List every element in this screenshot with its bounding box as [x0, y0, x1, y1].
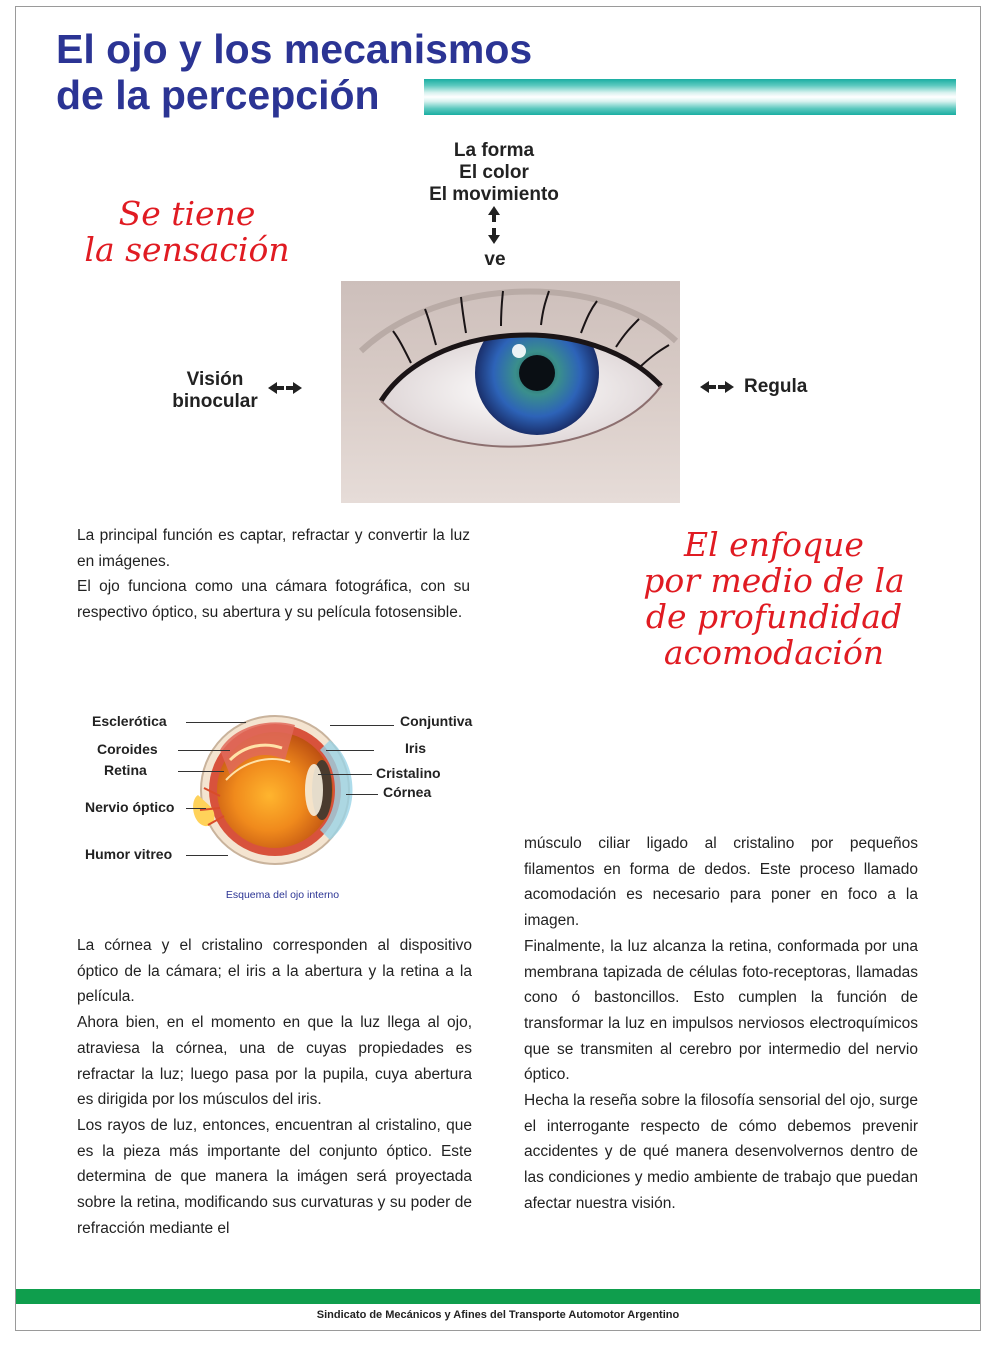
script-se-tiene-la-sensacion	[62, 196, 312, 268]
leader-line	[186, 808, 206, 809]
label-vision-binocular	[150, 369, 280, 413]
leader-line	[326, 750, 374, 751]
left-paragraph: La córnea y el cristalino corresponden al dispositivo óptico de la cámara; el iris a la abertura y la retina a la película.	[77, 937, 472, 1006]
label-el-movimiento: El movimiento	[429, 184, 559, 205]
right-paragraph: Finalmente, la luz alcanza la retina, conformada por una membrana tapizada de células foto-receptoras, llamadas cono ó bastoncillos. Esto cumplen la función de transformar la luz en impulsos nerviosos electroquímicos que se transmiten al cerebro por intermedio del nervio óptico.	[524, 937, 918, 1084]
label-ve: ve	[484, 249, 506, 270]
script-right-line-1: El enfoque	[684, 525, 864, 564]
vertical-double-arrow-icon	[486, 206, 502, 244]
diagram-label-cristalino: Cristalino	[376, 765, 441, 781]
intro-text	[77, 523, 470, 626]
script-right-line-4: acomodación	[663, 633, 885, 672]
right-paragraph: músculo ciliar ligado al cristalino por pequeños filamentos en forma de dedos. Este proceso llamado acomodación es necesario para poner en foco a la imagen.	[524, 835, 918, 930]
label-la-forma: La forma	[453, 140, 535, 161]
script-left-line-1: Se tiene	[118, 194, 256, 233]
right-paragraph: Hecha la reseña sobre la filosofía sensorial del ojo, surge el interrogante respecto de cómo debemos prevenir accidentes y de qué manera desenvolvernos dentro de las condiciones y medio ambiente de trabajo que puedan afectar nuestra visión.	[524, 1092, 918, 1212]
diagram-caption: Esquema del ojo interno	[225, 889, 340, 901]
horizontal-double-arrow-icon	[268, 382, 302, 394]
title-gradient-bar	[424, 79, 956, 115]
diagram-label-coroides: Coroides	[97, 741, 158, 757]
left-paragraph: Ahora bien, en el momento en que la luz llega al ojo, atraviesa la córnea, una de cuyas propiedades es refractar la luz; luego pasa por la pupila, cuya abertura es dirigida por los músculos del iris.	[77, 1014, 472, 1109]
script-el-enfoque	[614, 527, 934, 671]
script-left-line-2: la sensación	[84, 230, 290, 269]
label-vision: Visión	[186, 369, 244, 390]
footer-green-bar	[16, 1289, 980, 1304]
horizontal-double-arrow-icon	[700, 381, 734, 393]
leader-line	[346, 794, 378, 795]
leader-line	[318, 774, 372, 775]
diagram-label-esclerotica: Esclerótica	[92, 713, 167, 729]
diagram-label-humor-vitreo: Humor vitreo	[85, 846, 173, 862]
diagram-label-cornea: Córnea	[383, 784, 432, 800]
title-line-1: El ojo y los mecanismos	[56, 26, 533, 72]
leader-line	[178, 750, 230, 751]
label-regula: Regula	[744, 376, 808, 397]
eye-anatomy-diagram	[190, 700, 370, 880]
left-paragraph: Los rayos de luz, entonces, encuentran al cristalino, que es la pieza más importante del conjunto óptico. Este determina de que manera la imágen será proyectada sobre la retina, modificando sus curvaturas y su poder de refracción mediante el	[77, 1116, 472, 1237]
label-binocular: binocular	[172, 391, 258, 412]
script-right-line-2: por medio de la	[643, 561, 905, 600]
right-column-text	[524, 831, 918, 1217]
left-column-text	[77, 933, 472, 1241]
leader-line	[330, 725, 394, 726]
intro-paragraph: La principal función es captar, refractar y convertir la luz en imágenes.	[77, 527, 470, 570]
eye-photo	[341, 281, 680, 503]
script-right-line-3: de profundidad	[645, 597, 903, 636]
leader-line	[178, 771, 224, 772]
perception-top-labels	[400, 140, 588, 206]
title-line-2: de la percepción	[56, 72, 380, 118]
diagram-label-conjuntiva: Conjuntiva	[400, 713, 473, 729]
diagram-label-iris: Iris	[405, 740, 427, 756]
leader-line	[186, 855, 228, 856]
diagram-label-retina: Retina	[104, 762, 147, 778]
footer-organization: Sindicato de Mecánicos y Afines del Transporte Automotor Argentino	[316, 1309, 680, 1321]
leader-line	[186, 722, 246, 723]
intro-paragraph: El ojo funciona como una cámara fotográfica, con su respectivo óptico, su abertura y su película fotosensible.	[77, 578, 470, 622]
diagram-label-nervio-optico: Nervio óptico	[85, 799, 175, 815]
label-el-color: El color	[459, 162, 529, 183]
